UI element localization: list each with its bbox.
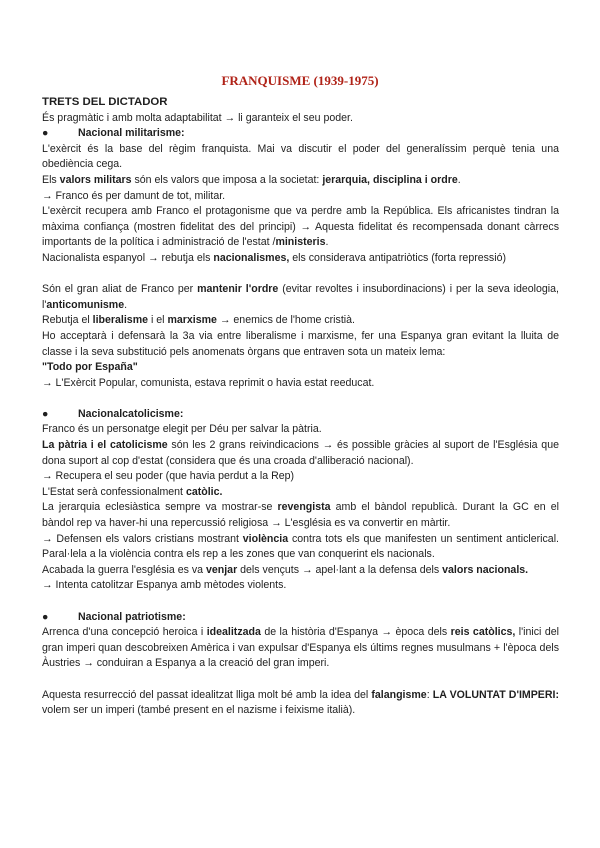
spacer bbox=[42, 391, 559, 407]
paragraph: → Intenta catolitzar Espanya amb mètodes violents. bbox=[42, 579, 287, 592]
paragraph: L'exèrcit és la base del règim franquista. Mai va discutir el poder del generalíssim perquè tenia una obediència cega. bbox=[42, 142, 559, 171]
bullet-heading-text: Nacional militarisme: bbox=[78, 127, 185, 140]
paragraph: Els valors militars són els valors que imposa a la societat: jerarquia, disciplina i ordre. bbox=[42, 173, 461, 186]
spacer bbox=[42, 672, 559, 688]
paragraph: → Franco és per damunt de tot, militar. bbox=[42, 189, 226, 202]
paragraph: Aquesta resurrecció del passat idealitzat lliga molt bé amb la idea del falangisme: LA VOLUNTAT D'IMPERI: volem ser un imperi (també present en el nazisme i feixisme italià). bbox=[42, 688, 559, 717]
bullet-icon: ● bbox=[42, 610, 49, 623]
document-title: FRANQUISME (1939-1975) bbox=[221, 73, 379, 88]
paragraph: Franco és un personatge elegit per Déu per salvar la pàtria. bbox=[42, 423, 322, 436]
document-body bbox=[42, 95, 559, 719]
paragraph: → Recupera el seu poder (que havia perdut a la Rep) bbox=[42, 470, 295, 483]
bullet-heading-text: Nacionalcatolicisme: bbox=[78, 407, 184, 420]
bullet-icon: ● bbox=[42, 127, 49, 140]
paragraph: Ho acceptarà i defensarà la 3a via entre liberalisme i marxisme, fer una Espanya gran evitant la lluita de classe i la seva substitució pels anomenats òrgans que entraven sota un mateix lema: bbox=[42, 329, 559, 358]
paragraph: Nacionalista espanyol → rebutja els nacionalismes, els considerava antipatriòtics (forta repressió) bbox=[42, 251, 507, 264]
bullet-heading bbox=[42, 610, 559, 626]
bullet-heading-text: Nacional patriotisme: bbox=[78, 610, 186, 623]
section-heading: TRETS DEL DICTADOR bbox=[42, 96, 168, 108]
intro-paragraph: És pragmàtic i amb molta adaptabilitat → li garanteix el seu poder. bbox=[42, 111, 353, 124]
spacer bbox=[42, 267, 559, 283]
paragraph: L'Estat serà confessionalment catòlic. bbox=[42, 485, 223, 498]
spacer bbox=[42, 594, 559, 610]
bullet-heading bbox=[42, 126, 559, 142]
paragraph: Són el gran aliat de Franco per mantenir l'ordre (evitar revoltes i insubordinacions) i per la seva ideologia, l'anticomunisme. bbox=[42, 283, 559, 311]
motto: "Todo por España" bbox=[42, 361, 138, 374]
paragraph: Arrenca d'una concepció heroica i idealitzada de la història d'Espanya → època dels reis catòlics, l'inici del gran imperi quan descobreixen Amèrica i van expulsar d'Espanya els últims regnes musulmans + l'època dels Àustries → conduiran a Espanya a la creació del gran imperi. bbox=[42, 626, 559, 670]
bullet-heading bbox=[42, 407, 559, 423]
paragraph: La jerarquia eclesiàstica sempre va mostrar-se revengista amb el bàndol republicà. Durant la GC en el bàndol rep va haver-hi una repercussió religiosa → L'església es va convertir en màrtir. bbox=[42, 501, 559, 530]
paragraph: → Defensen els valors cristians mostrant violència contra tots els que manifesten un sentiment anticlerical. Paral·lela a la violència contra els rep a les zones que van conquerint els nacionals. bbox=[42, 532, 560, 561]
paragraph: L'exèrcit recupera amb Franco el protagonisme que va perdre amb la República. Els africanistes tindran la màxima confiança (mostren fidelitat des del principi) → Aquesta fidelitat és recompensada donant càrrecs importants de la política i administració de l'estat /ministeris. bbox=[42, 205, 559, 249]
paragraph: La pàtria i el catolicisme són les 2 grans reivindicacions → és possible gràcies al suport de l'Església que dona suport al cop d'estat (considera que és una croada d'alliberació nacional). bbox=[42, 439, 559, 467]
paragraph: Acabada la guerra l'església es va venjar dels vençuts → apel·lant a la defensa dels valors nacionals. bbox=[42, 563, 529, 576]
bullet-icon: ● bbox=[42, 407, 49, 420]
paragraph: Rebutja el liberalisme i el marxisme → enemics de l'home cristià. bbox=[42, 314, 355, 327]
paragraph: → L'Exèrcit Popular, comunista, estava reprimit o havia estat reeducat. bbox=[42, 376, 375, 389]
